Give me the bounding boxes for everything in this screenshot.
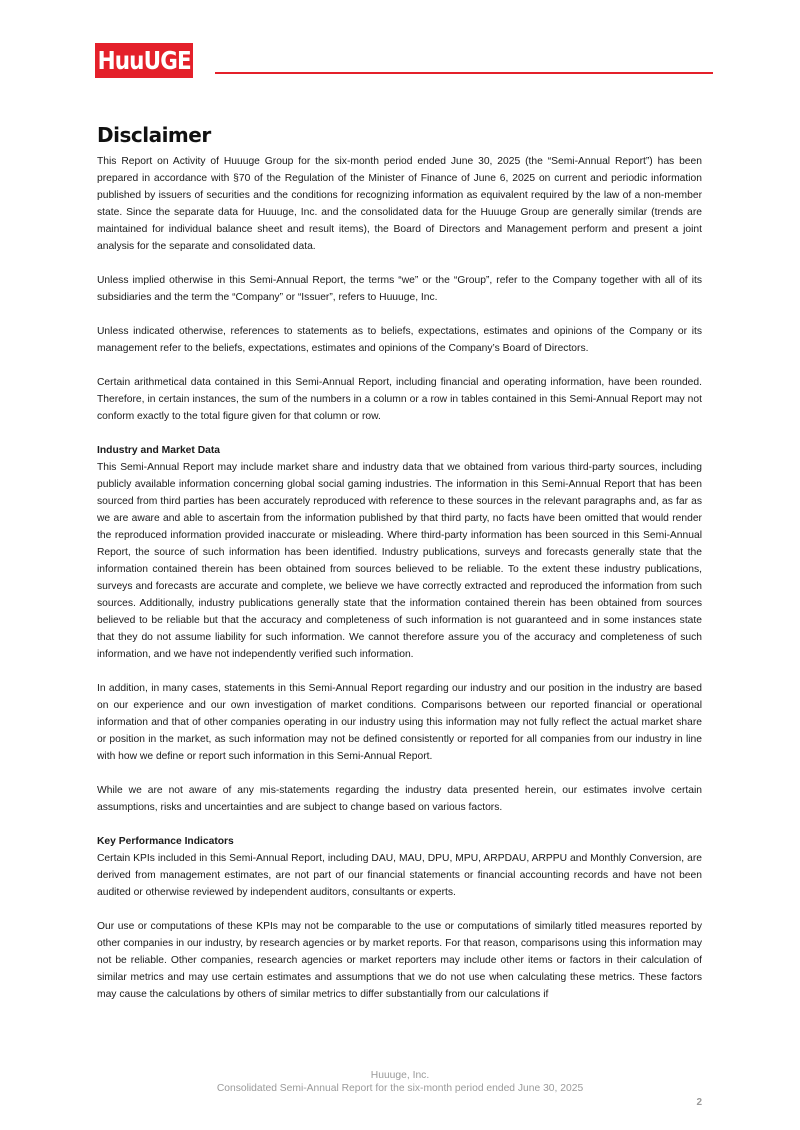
paragraph-beliefs: Unless indicated otherwise, references to statements as to beliefs, expectations, estimates and opinions of the Company or its management refer to the beliefs, expectations, estimates and opinions of the Company’s Board of Directors. bbox=[97, 326, 702, 354]
paragraph-terms: Unless implied otherwise in this Semi-Annual Report, the terms “we” or the “Group”, refer to the Company together with all of its subsidiaries and the term the “Company” or “Issuer”, refers to Huuuge, Inc. bbox=[97, 275, 702, 303]
paragraph-kpi-comparability: Our use or computations of these KPIs may not be comparable to the use or computations of similarly titled measures reported by other companies in our industry, by research agencies or by market reports. For that reason, comparisons using this information may not be reliable. Other companies, research agencies or market reporters may include other items or factors in their calculation of similar metrics and may use certain estimates and assumptions that we do not use when calculating these metrics. These factors may cause the calculations by others of similar metrics to differ substantially from our calculations if bbox=[97, 921, 702, 1000]
page-number: 2 bbox=[696, 1097, 702, 1108]
footer-company: Huuuge, Inc. bbox=[370, 1070, 430, 1081]
paragraph-industry-sources: This Semi-Annual Report may include market share and industry data that we obtained from various third-party sources, including publicly available information concerning global social gaming industries. The information in this Semi-Annual Report that has been sourced from third parties has been accurately reproduced with reference to these sources in the relevant paragraphs and, as far as we are aware and able to ascertain from the information published by that third party, no facts have been omitted that would render the reproduced information provided inaccurate or misleading. Where third-party information has been sourced in this Semi-Annual Report, the source of such information has been identified. Industry publications, surveys and forecasts generally state that the information contained therein has been obtained from sources believed to be reliable. To the extent these industry publications, surveys and forecasts are accurate and complete, we believe we have correctly extracted and reproduced the information from such sources. Additionally, industry publications generally state that the information contained therein has been obtained from sources believed to be reliable but that the accuracy and completeness of such information is not guaranteed and in some instances state that they do not assume liability for such information. We cannot therefore assure you of the accuracy and completeness of such information, and we have not independently verified such information. bbox=[97, 462, 702, 660]
header-divider bbox=[215, 72, 713, 74]
paragraph-rounding: Certain arithmetical data contained in this Semi-Annual Report, including financial and operating information, have been rounded. Therefore, in certain instances, the sum of the numbers in a column or a row in tables contained in this Semi-Annual Report may not conform exactly to the total figure given for that column or row. bbox=[97, 377, 702, 422]
paragraph-kpi-definition: Certain KPIs included in this Semi-Annual Report, including DAU, MAU, DPU, MPU, ARPDAU, ARPPU and Monthly Conversion, are derived from management estimates, are not part of our financial statements or financial accounting records and have not been audited or otherwise reviewed by independent auditors, consultants or experts. bbox=[97, 853, 702, 898]
paragraph-industry-comparisons: In addition, in many cases, statements in this Semi-Annual Report regarding our industry and our position in the industry are based on our experience and our own investigation of market conditions. Comparisons between our reported financial or operational information and that of other companies operating in our industry using this information may not fully reflect the actual market share or position in the market, as such information may not be defined consistently or reported for all companies from our industry in line with how we define or report such information in this Semi-Annual Report. bbox=[97, 683, 702, 762]
footer-report-title: Consolidated Semi-Annual Report for the six-month period ended June 30, 2025 bbox=[216, 1083, 584, 1094]
paragraph-report-basis: This Report on Activity of Huuuge Group for the six-month period ended June 30, 2025 (the “Semi-Annual Report”) has been prepared in accordance with §70 of the Regulation of the Minister of Finance of June 6, 2025 on current and periodic information published by issuers of securities and the conditions for recognizing information as equivalent required by the law of a non-member state. Since the separate data for Huuuge, Inc. and the consolidated data for the Huuuge Group are generally similar (trends are maintained for individual balance sheet and result items), the Board of Directors and Management perform and present a joint analysis for the separate and consolidated data. bbox=[97, 156, 702, 252]
huuuge-logo bbox=[95, 43, 193, 78]
page-footer bbox=[0, 1069, 800, 1095]
logo-text: HuuUGE bbox=[97, 46, 191, 75]
section-heading-industry: Industry and Market Data bbox=[97, 445, 221, 456]
page-title: Disclaimer bbox=[97, 123, 211, 147]
section-heading-kpi: Key Performance Indicators bbox=[97, 836, 234, 847]
document-body bbox=[97, 123, 702, 1003]
paragraph-industry-estimates: While we are not aware of any mis-statements regarding the industry data presented herein, our estimates involve certain assumptions, risks and uncertainties and are subject to change based on various factors. bbox=[97, 785, 702, 813]
